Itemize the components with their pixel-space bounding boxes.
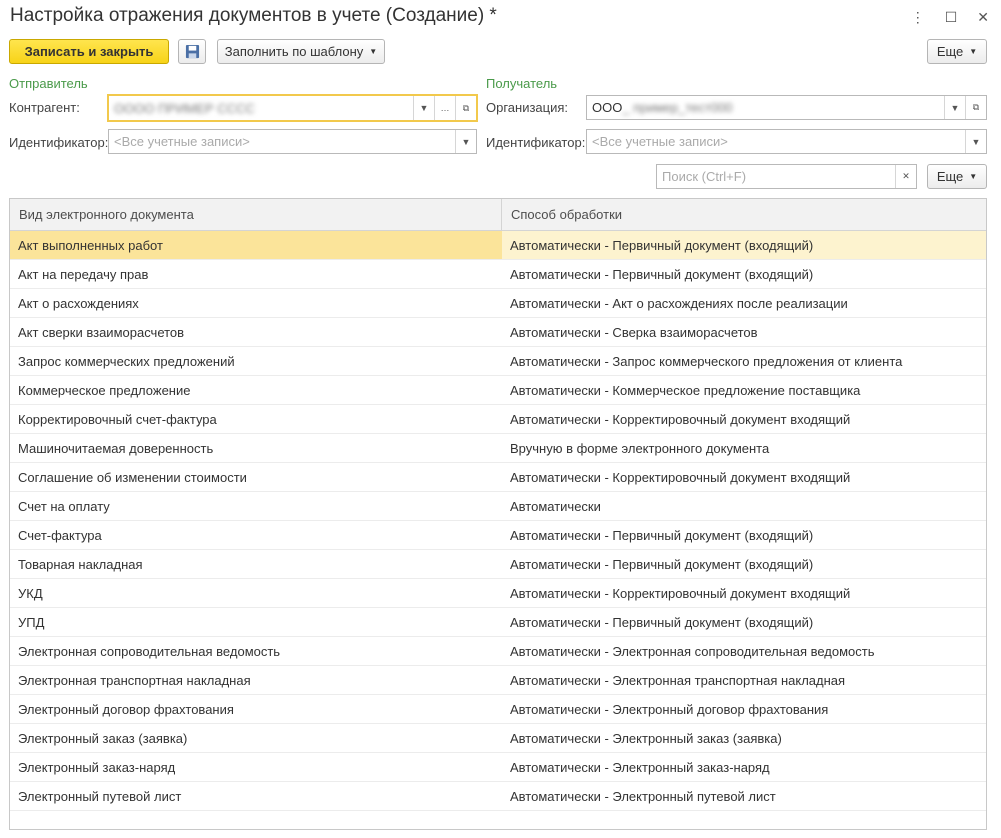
- table-row[interactable]: [10, 492, 986, 521]
- table-row[interactable]: [10, 782, 986, 811]
- table-row[interactable]: [10, 405, 986, 434]
- cell-document-type: Соглашение об изменении стоимости: [18, 469, 247, 485]
- cell-document-type: Запрос коммерческих предложений: [18, 353, 235, 369]
- cell-processing-method: Автоматически - Электронная сопроводительная ведомость: [510, 643, 875, 659]
- chevron-down-icon[interactable]: ▼: [455, 130, 476, 153]
- organization-value-hidden: _ пример_тест000: [622, 100, 733, 115]
- table-row[interactable]: [10, 289, 986, 318]
- counterparty-label: Контрагент:: [9, 100, 80, 115]
- cell-processing-method: Автоматически - Электронный путевой лист: [510, 788, 776, 804]
- counterparty-field[interactable]: [107, 94, 478, 122]
- cell-processing-method: Автоматически - Корректировочный документ входящий: [510, 469, 851, 485]
- cell-document-type: Электронный заказ-наряд: [18, 759, 176, 775]
- cell-processing-method: Автоматически - Коммерческое предложение поставщика: [510, 382, 861, 398]
- table-header: [10, 199, 986, 231]
- cell-document-type: Машиночитаемая доверенность: [18, 440, 214, 456]
- table-row[interactable]: [10, 521, 986, 550]
- cell-processing-method: Автоматически: [510, 498, 601, 514]
- cell-document-type: Счет-фактура: [18, 527, 102, 543]
- cell-processing-method: Автоматически - Первичный документ (входящий): [510, 556, 814, 572]
- chevron-down-icon: ▼: [369, 47, 378, 56]
- cell-document-type: Акт сверки взаиморасчетов: [18, 324, 185, 340]
- table-row[interactable]: [10, 260, 986, 289]
- open-icon[interactable]: ⧉: [455, 96, 476, 120]
- table-row[interactable]: [10, 753, 986, 782]
- window-controls: [911, 9, 989, 26]
- cell-processing-method: Автоматически - Первичный документ (входящий): [510, 527, 814, 543]
- cell-document-type: Счет на оплату: [18, 498, 110, 514]
- sender-identifier-placeholder: <Все учетные записи>: [114, 134, 250, 149]
- cell-processing-method: Вручную в форме электронного документа: [510, 440, 770, 456]
- organization-value-prefix: ООО: [592, 100, 623, 115]
- counterparty-value: ОООО ПРИМЕР СССС: [114, 100, 255, 116]
- table-row[interactable]: [10, 231, 986, 260]
- table-row[interactable]: [10, 550, 986, 579]
- table-body: [10, 231, 986, 811]
- cell-document-type: Акт выполненных работ: [10, 231, 502, 259]
- close-icon[interactable]: ✕: [977, 9, 989, 25]
- column-header-processing-method[interactable]: Способ обработки: [511, 207, 623, 222]
- cell-document-type: Коммерческое предложение: [18, 382, 191, 398]
- cell-processing-method: Автоматически - Электронный заказ-наряд: [510, 759, 770, 775]
- open-icon[interactable]: ⧉: [965, 96, 986, 119]
- chevron-down-icon: ▼: [969, 172, 978, 181]
- sender-identifier-label: Идентификатор:: [9, 135, 109, 150]
- fill-by-template-button[interactable]: [217, 39, 385, 64]
- organization-field[interactable]: [586, 95, 987, 120]
- cell-processing-method: Автоматически - Первичный документ (входящий): [510, 266, 814, 282]
- cell-processing-method: Автоматически - Корректировочный документ входящий: [510, 411, 851, 427]
- cell-document-type: Электронная сопроводительная ведомость: [18, 643, 281, 659]
- chevron-down-icon[interactable]: ▼: [413, 96, 434, 120]
- cell-document-type: УПД: [18, 614, 45, 630]
- receiver-identifier-label: Идентификатор:: [486, 135, 586, 150]
- cell-processing-method: Автоматически - Запрос коммерческого предложения от клиента: [510, 353, 903, 369]
- more-label: Еще: [936, 44, 964, 59]
- clear-icon[interactable]: ✕: [895, 165, 916, 188]
- maximize-icon[interactable]: ☐: [944, 9, 958, 25]
- more-button[interactable]: [927, 39, 987, 64]
- save-button[interactable]: [178, 39, 206, 64]
- chevron-down-icon: ▼: [969, 47, 978, 56]
- cell-processing-method: Автоматически - Акт о расхождениях после реализации: [510, 295, 848, 311]
- table-row[interactable]: [10, 434, 986, 463]
- table-row[interactable]: [10, 637, 986, 666]
- sender-identifier-field[interactable]: [108, 129, 477, 154]
- table-more-button[interactable]: [927, 164, 987, 189]
- cell-processing-method: Автоматически - Электронная транспортная накладная: [510, 672, 846, 688]
- cell-document-type: Электронный путевой лист: [18, 788, 182, 804]
- search-placeholder: Поиск (Ctrl+F): [662, 169, 747, 184]
- cell-document-type: Электронный заказ (заявка): [18, 730, 188, 746]
- ellipsis-icon[interactable]: …: [434, 96, 455, 120]
- table-row[interactable]: [10, 347, 986, 376]
- cell-processing-method: Автоматически - Первичный документ (входящий): [502, 231, 986, 259]
- cell-processing-method: Автоматически - Корректировочный документ входящий: [510, 585, 851, 601]
- cell-processing-method: Автоматически - Электронный договор фрахтования: [510, 701, 829, 717]
- table-more-label: Еще: [936, 169, 964, 184]
- window-title: Настройка отражения документов в учете (Создание) *: [10, 5, 497, 26]
- table-row[interactable]: [10, 579, 986, 608]
- document-types-table[interactable]: [9, 198, 987, 830]
- cell-document-type: Электронная транспортная накладная: [18, 672, 251, 688]
- cell-document-type: УКД: [18, 585, 43, 601]
- chevron-down-icon[interactable]: ▼: [965, 130, 986, 153]
- table-row[interactable]: [10, 463, 986, 492]
- receiver-group-label: Получатель: [486, 76, 558, 91]
- cell-processing-method: Автоматически - Сверка взаиморасчетов: [510, 324, 758, 340]
- column-header-document-type[interactable]: Вид электронного документа: [10, 199, 502, 230]
- cell-document-type: Акт о расхождениях: [18, 295, 139, 311]
- floppy-disk-icon: [185, 44, 200, 59]
- cell-processing-method: Автоматически - Электронный заказ (заявка): [510, 730, 782, 746]
- search-field[interactable]: [656, 164, 917, 189]
- fill-by-template-label: Заполнить по шаблону: [224, 44, 364, 59]
- chevron-down-icon[interactable]: ▼: [944, 96, 965, 119]
- table-row[interactable]: [10, 695, 986, 724]
- menu-dots-icon[interactable]: ⋮: [910, 9, 925, 25]
- save-and-close-button[interactable]: Записать и закрыть: [9, 39, 169, 64]
- cell-document-type: Акт на передачу прав: [18, 266, 149, 282]
- cell-document-type: Электронный договор фрахтования: [18, 701, 234, 717]
- organization-label: Организация:: [486, 100, 569, 115]
- receiver-identifier-field[interactable]: [586, 129, 987, 154]
- table-row[interactable]: [10, 318, 986, 347]
- table-row[interactable]: [10, 608, 986, 637]
- cell-processing-method: Автоматически - Первичный документ (входящий): [510, 614, 814, 630]
- cell-document-type: Корректировочный счет-фактура: [18, 411, 217, 427]
- table-row[interactable]: [10, 666, 986, 695]
- table-row[interactable]: [10, 724, 986, 753]
- receiver-identifier-placeholder: <Все учетные записи>: [592, 134, 728, 149]
- cell-document-type: Товарная накладная: [18, 556, 143, 572]
- sender-group-label: Отправитель: [9, 76, 88, 91]
- table-row[interactable]: [10, 376, 986, 405]
